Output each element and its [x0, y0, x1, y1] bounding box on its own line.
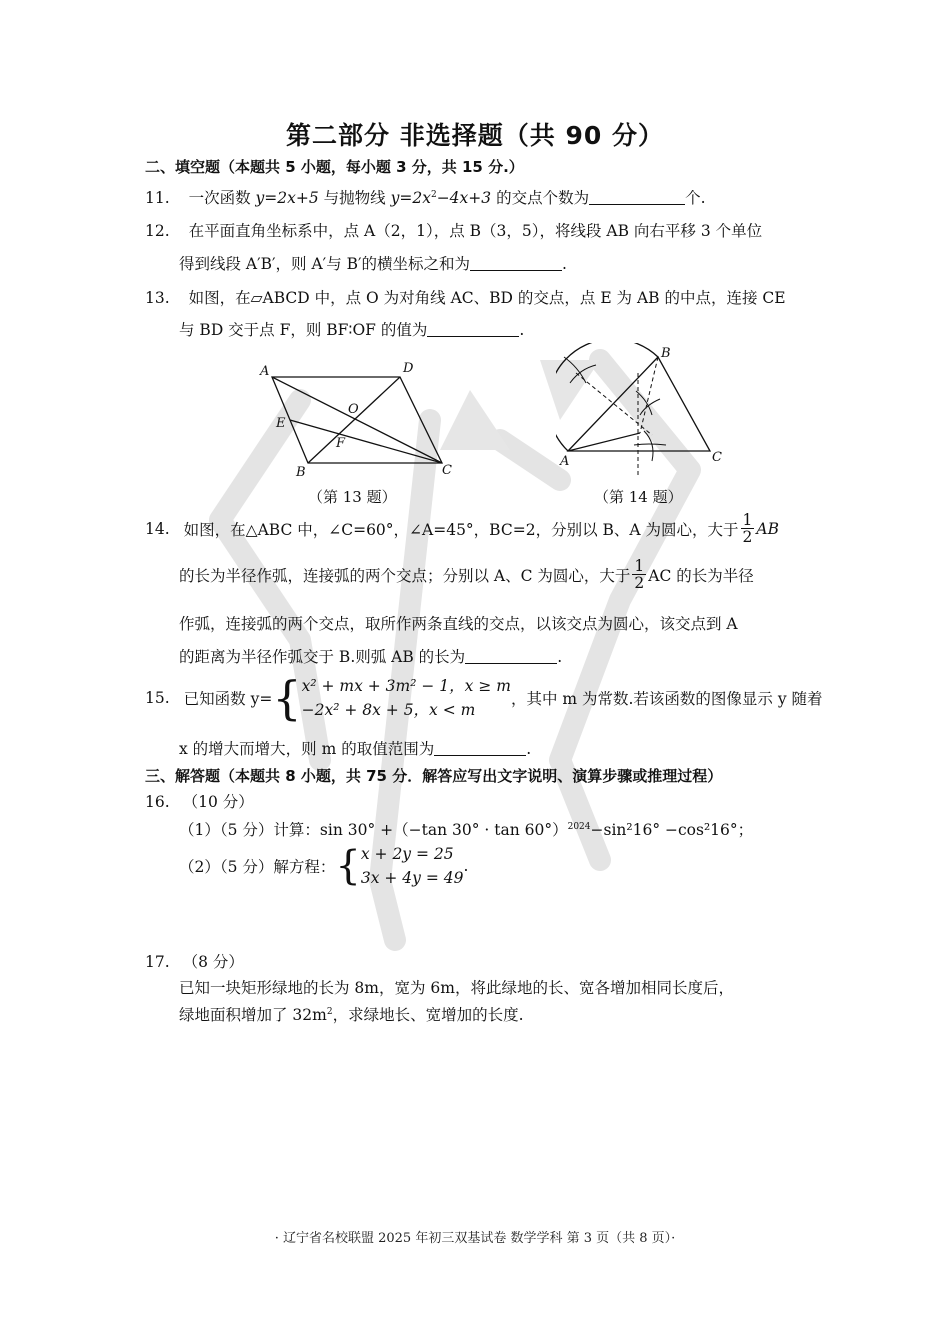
figure-14-caption: （第 14 题）	[594, 488, 683, 506]
equation-2: 3x + 4y = 49	[360, 869, 464, 888]
question-15-line1	[145, 671, 823, 726]
q11-func: y=2x+5	[255, 189, 319, 207]
page-title: 第二部分 非选择题（共 90 分）	[286, 121, 664, 150]
question-14-line2	[179, 558, 754, 592]
question-14-line4	[179, 645, 562, 667]
q17-exponent: 2	[326, 1007, 333, 1017]
question-number: 13.	[145, 289, 170, 307]
q14-text: AC 的长为半径	[648, 566, 754, 585]
question-12-line2	[179, 252, 567, 274]
question-11	[145, 186, 706, 208]
q11-text: 一次函数	[188, 189, 256, 207]
fig14-label-c: C	[712, 450, 722, 465]
section-heading-solutions: 三、解答题（本题共 8 小题，共 75 分．解答应写出文字说明、演算步骤或推理过程）	[145, 767, 723, 785]
question-number: 12.	[145, 222, 170, 240]
fig13-label-b: B	[296, 465, 306, 480]
fraction-one-half	[741, 512, 755, 546]
question-17-line1: 已知一块矩形绿地的长为 8m，宽为 6m，将此绿地的长、宽各增加相同长度后，	[179, 979, 734, 997]
question-number: 15.	[145, 689, 170, 708]
question-17-line2	[179, 1003, 524, 1025]
q14-text: 的距离为半径作弧交于 B.则弧 AB 的长为	[179, 648, 466, 666]
q13-text: 与 BD 交于点 F，则 BF∶OF 的值为	[179, 321, 428, 339]
question-14-line1	[145, 512, 779, 546]
page-footer: · 辽宁省名校联盟 2025 年初三双基试卷 数学学科 第 3 页（共 8 页）·	[274, 1231, 676, 1246]
q13-text: .	[519, 321, 525, 339]
question-number: 16.	[145, 793, 170, 811]
q16-expression: −sin²16° −cos²16°；	[590, 821, 754, 839]
question-score: （10 分）	[182, 793, 254, 811]
q16-expression: sin 30° +（−tan 30° · tan 60°）	[319, 821, 568, 839]
question-16-header	[145, 790, 254, 812]
section-heading-fill-in: 二、填空题（本题共 5 小题，每小题 3 分，共 15 分.）	[145, 158, 524, 176]
q14-text: 如图，在△ABC 中，∠C=60°，∠A=45°，BC=2，分别以 B、A 为圆心，大于	[183, 520, 739, 539]
q15-text: x 的增大而增大，则 m 的取值范围为	[179, 740, 435, 758]
fig13-label-f: F	[336, 436, 346, 451]
question-14-line3: 作弧，连接弧的两个交点，取所作两条直线的交点，以该交点为圆心，该交点到 A	[179, 615, 738, 633]
fraction-denominator: 2	[634, 574, 645, 593]
q11-text: 个.	[685, 189, 706, 207]
q15-text: .	[526, 740, 532, 758]
fig13-label-c: C	[442, 463, 452, 478]
brace-icon: {	[335, 843, 361, 890]
question-16-part2	[179, 842, 468, 890]
fig13-label-e: E	[276, 416, 286, 431]
fig14-label-a: A	[560, 454, 570, 469]
answer-blank[interactable]	[465, 648, 557, 665]
answer-blank[interactable]	[427, 321, 519, 338]
question-number: 11.	[145, 189, 170, 207]
question-number: 17.	[145, 953, 170, 971]
fig13-label-o: O	[348, 402, 359, 417]
q17-text: 绿地面积增加了 32m	[179, 1006, 327, 1024]
piecewise-case-1: x² + mx + 3m² − 1，x ≥ m	[301, 677, 511, 695]
fraction-one-half	[632, 558, 646, 592]
brace-icon: {	[272, 671, 302, 726]
question-15-line2	[179, 737, 531, 759]
fig13-label-a: A	[260, 364, 270, 379]
q15-text: 已知函数 y=	[183, 690, 273, 709]
q11-text: 与抛物线	[318, 189, 391, 207]
figure-13-caption: （第 13 题）	[308, 488, 397, 506]
q14-text: 的长为半径作弧，连接弧的两个交点；分别以 A、C 为圆心，大于	[179, 566, 631, 585]
question-13-line2	[179, 318, 524, 340]
figure-14-construction	[556, 343, 726, 483]
fig13-label-d: D	[403, 361, 414, 376]
equation-1: x + 2y = 25	[360, 845, 454, 863]
fraction-numerator: 1	[634, 557, 645, 575]
piecewise-case-2: −2x² + 8x + 5，x < m	[301, 701, 476, 720]
question-17-header	[145, 950, 244, 972]
q12-text: .	[562, 255, 567, 273]
question-16-part1	[179, 818, 753, 840]
q11-text: 的交点个数为	[491, 189, 590, 207]
figure-13-parallelogram	[250, 355, 470, 480]
q12-text: 在平面直角坐标系中，点 A（2，1），点 B（3，5），将线段 AB 向右平移 3 个单位	[188, 222, 763, 240]
question-number: 14.	[145, 519, 170, 538]
q11-parabola-rest: −4x+3	[436, 189, 492, 207]
fraction-numerator: 1	[742, 511, 753, 529]
q15-text: ，其中 m 为常数.若该函数的图像显示 y 随着	[510, 690, 823, 709]
q16-exponent: 2024	[567, 822, 591, 832]
fraction-denominator: 2	[742, 528, 753, 547]
fig14-label-b: B	[661, 346, 671, 361]
q17-text: ，求绿地长、宽增加的长度.	[332, 1006, 524, 1024]
q14-text: AB	[756, 519, 779, 538]
question-13-line1	[145, 286, 786, 308]
answer-blank[interactable]	[470, 255, 562, 272]
answer-blank[interactable]	[589, 189, 685, 206]
q14-text: .	[557, 648, 563, 666]
question-score: （8 分）	[182, 953, 244, 971]
piecewise-cases	[302, 674, 511, 722]
q11-parabola: y=2x	[390, 189, 431, 207]
answer-blank[interactable]	[434, 740, 526, 757]
part-label: （2）（5 分）解方程：	[179, 858, 336, 877]
equation-system	[361, 842, 464, 890]
q16-text: .	[463, 857, 469, 876]
q12-text: 得到线段 A′B′，则 A′与 B′的横坐标之和为	[179, 255, 471, 273]
part-label: （1）（5 分）计算：	[179, 821, 320, 839]
q13-text: 如图，在▱ABCD 中，点 O 为对角线 AC、BD 的交点，点 E 为 AB 的中点，连接 CE	[188, 289, 786, 307]
question-12-line1	[145, 219, 762, 241]
q11-exponent: 2	[430, 190, 437, 200]
